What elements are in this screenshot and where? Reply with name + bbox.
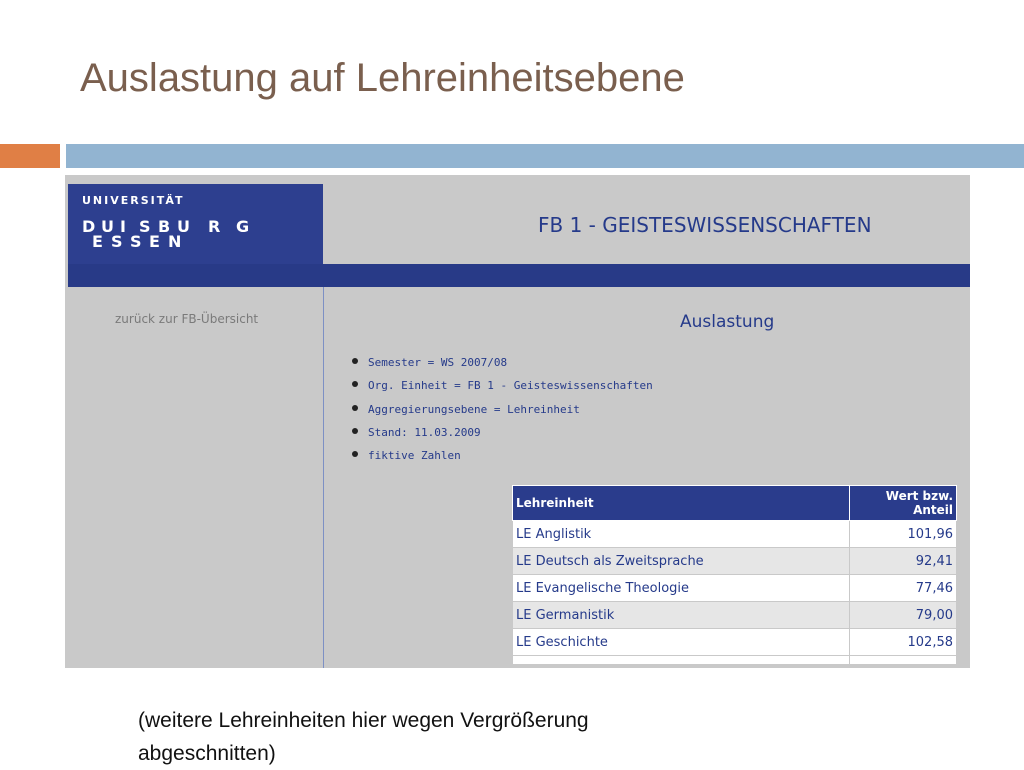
value-cell: 79,00 bbox=[850, 602, 957, 629]
logo-letter: B bbox=[158, 217, 171, 236]
app-screenshot bbox=[65, 175, 970, 668]
caption-note bbox=[138, 704, 838, 770]
logo-letter: U bbox=[177, 217, 190, 236]
utilization-table bbox=[512, 485, 957, 665]
empty-cell bbox=[850, 656, 957, 665]
list-item bbox=[352, 356, 653, 379]
logo-letter: G bbox=[236, 217, 250, 236]
logo-letter: S bbox=[139, 217, 151, 236]
value-cell: 92,41 bbox=[850, 548, 957, 575]
table-row-cut bbox=[513, 656, 957, 665]
sidebar-divider bbox=[323, 287, 324, 668]
page-heading: Auslastung bbox=[680, 312, 775, 332]
lehreinheit-cell: LE Deutsch als Zweitsprache bbox=[513, 548, 850, 575]
lehreinheit-cell: LE Germanistik bbox=[513, 602, 850, 629]
logo-universitaet: UNIVERSITÄT bbox=[82, 194, 185, 207]
logo-letter: E bbox=[149, 232, 160, 251]
empty-cell bbox=[513, 656, 850, 665]
value-cell: 101,96 bbox=[850, 521, 957, 548]
list-item bbox=[352, 379, 653, 402]
logo-letter: N bbox=[168, 232, 182, 251]
value-cell: 102,58 bbox=[850, 629, 957, 656]
logo-letter: E bbox=[92, 232, 103, 251]
bullet-icon bbox=[352, 358, 358, 364]
bullet-icon bbox=[352, 428, 358, 434]
table-row[interactable] bbox=[513, 575, 957, 602]
param-text: Aggregierungsebene = Lehreinheit bbox=[368, 402, 580, 416]
logo-letter: S bbox=[130, 232, 142, 251]
header-band bbox=[323, 184, 970, 264]
back-to-overview-link[interactable]: zurück zur FB-Übersicht bbox=[115, 312, 259, 326]
caption-line-2: abgeschnitten) bbox=[138, 742, 276, 765]
param-text: Semester = WS 2007/08 bbox=[368, 356, 508, 369]
lehreinheit-cell: LE Geschichte bbox=[513, 629, 850, 656]
table-header-row bbox=[513, 486, 957, 521]
logo-letter: R bbox=[208, 217, 221, 236]
column-header-wert-line2: Anteil bbox=[913, 503, 953, 517]
logo-letter: S bbox=[111, 232, 123, 251]
param-text: Org. Einheit = FB 1 - Geisteswissenschaften bbox=[368, 379, 653, 393]
list-item bbox=[352, 403, 653, 426]
faculty-title: FB 1 - GEISTESWISSENSCHAFTEN bbox=[538, 213, 872, 237]
logo-letter: I bbox=[120, 217, 126, 236]
logo-letter: D bbox=[82, 217, 96, 236]
column-header-wert-line1: Wert bzw. bbox=[885, 489, 953, 503]
university-logo bbox=[68, 184, 323, 264]
bullet-icon bbox=[352, 451, 358, 457]
table-row[interactable] bbox=[513, 521, 957, 548]
list-item bbox=[352, 449, 653, 472]
bullet-icon bbox=[352, 381, 358, 387]
column-header-lehreinheit[interactable]: Lehreinheit bbox=[513, 486, 850, 521]
lehreinheit-cell: LE Anglistik bbox=[513, 521, 850, 548]
accent-bar-blue bbox=[66, 144, 1024, 168]
lehreinheit-cell: LE Evangelische Theologie bbox=[513, 575, 850, 602]
parameter-list bbox=[352, 356, 653, 472]
table-row[interactable] bbox=[513, 548, 957, 575]
param-text: Stand: 11.03.2009 bbox=[368, 425, 481, 439]
caption-line-1: (weitere Lehreinheiten hier wegen Vergrößerung bbox=[138, 709, 589, 732]
column-header-wert[interactable] bbox=[850, 486, 957, 521]
value-cell: 77,46 bbox=[850, 575, 957, 602]
slide-title: Auslastung auf Lehreinheitsebene bbox=[80, 56, 685, 100]
table-row[interactable] bbox=[513, 629, 957, 656]
param-text: fiktive Zahlen bbox=[368, 449, 461, 463]
nav-band bbox=[68, 264, 970, 287]
logo-letter: U bbox=[101, 217, 114, 236]
bullet-icon bbox=[352, 405, 358, 411]
list-item bbox=[352, 426, 653, 449]
table-row[interactable] bbox=[513, 602, 957, 629]
accent-bar-orange bbox=[0, 144, 60, 168]
